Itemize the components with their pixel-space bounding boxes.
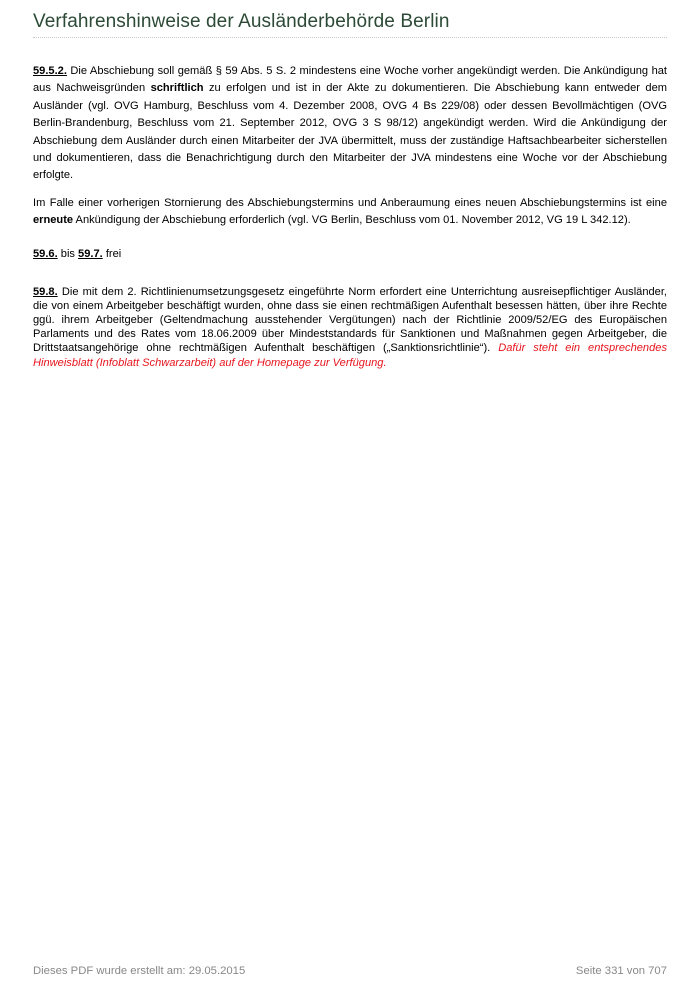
- section-ref-59-6: 59.6.: [33, 247, 58, 260]
- paragraph-stornierung: [33, 195, 667, 230]
- paragraph-59-5-2: [33, 63, 667, 185]
- header-divider: [33, 37, 667, 38]
- paragraph-text: Die mit dem 2. Richtlinienumsetzungsgesetz eingeführte Norm erfordert eine Unterrichtung ausreisepflichtiger Ausländer, die von einem Arbeitgeber beschäftigt wurden, ohne dass sie einen rechtmäßigen Aufenthalt besessen hätten, über ihre Rechte ggü. ihrem Arbeitgeber (Geltendmachung ausstehender Vergütungen) nach der Richtlinie 2009/52/EG des Europäischen Parlaments und des Rates vom 18.06.2009 über Mindeststandards für Sanktionen und Maßnahmen gegen Arbeitgeber, die Drittstaatsangehörige ohne rechtmäßigen Aufenthalt beschäftigen („Sanktionsrichtlinie“).: [33, 285, 667, 355]
- paragraph-text: Ankündigung der Abschiebung erforderlich (vgl. VG Berlin, Beschluss vom 01. November 2012, VG 19 L 342.12).: [73, 214, 631, 227]
- paragraph-59-6-59-7: [33, 246, 667, 263]
- paragraph-59-8: [33, 285, 667, 370]
- paragraph-text: frei: [102, 247, 122, 260]
- document-body: [33, 63, 667, 370]
- section-ref-59-8: 59.8.: [33, 285, 58, 298]
- emphasis-schriftlich: schriftlich: [150, 82, 204, 95]
- emphasis-erneute: erneute: [33, 214, 74, 227]
- highlight-note-red: Dafür steht ein entsprechendes Hinweisblatt (Infoblatt Schwarzarbeit) auf der Homepage zur Verfügung.: [33, 342, 667, 369]
- footer-created-date: Dieses PDF wurde erstellt am: 29.05.2015: [33, 965, 246, 977]
- section-ref-59-5-2: 59.5.2.: [33, 65, 67, 77]
- paragraph-text: Die Abschiebung soll gemäß § 59 Abs. 5 S. 2 mindestens eine Woche vorher angekündigt werden. Die Ankündigung hat aus Nachweisgründen: [33, 65, 667, 95]
- section-ref-59-7: 59.7.: [78, 247, 103, 260]
- footer-page-number: Seite 331 von 707: [575, 965, 667, 977]
- page-header-title: Verfahrenshinweise der Ausländerbehörde Berlin: [33, 11, 450, 32]
- paragraph-text: zu erfolgen und ist in der Akte zu dokumentieren. Die Abschiebung kann entweder dem Ausländer (vgl. OVG Hamburg, Beschluss vom 4. Dezember 2008, OVG 4 Bs 229/08) oder dessen Bevollmächtigen (OVG Berlin-Brandenburg, Beschluss vom 21. September 2012, OVG 3 S 98/12) angekündigt werden. Wird die Ankündigung der Abschiebung dem Ausländer durch einen Mitarbeiter der JVA übermittelt, muss der zuständige Haftsachbearbeiter sicherstellen und dokumentieren, dass die Benachrichtigung durch den Mitarbeiter der JVA mindestens eine Woche vor der Abschiebung erfolgte.: [33, 82, 667, 182]
- paragraph-text: bis: [57, 247, 79, 260]
- paragraph-text: Im Falle einer vorherigen Stornierung des Abschiebungstermins und Anberaumung eines neuen Abschiebungstermins ist eine: [33, 196, 667, 209]
